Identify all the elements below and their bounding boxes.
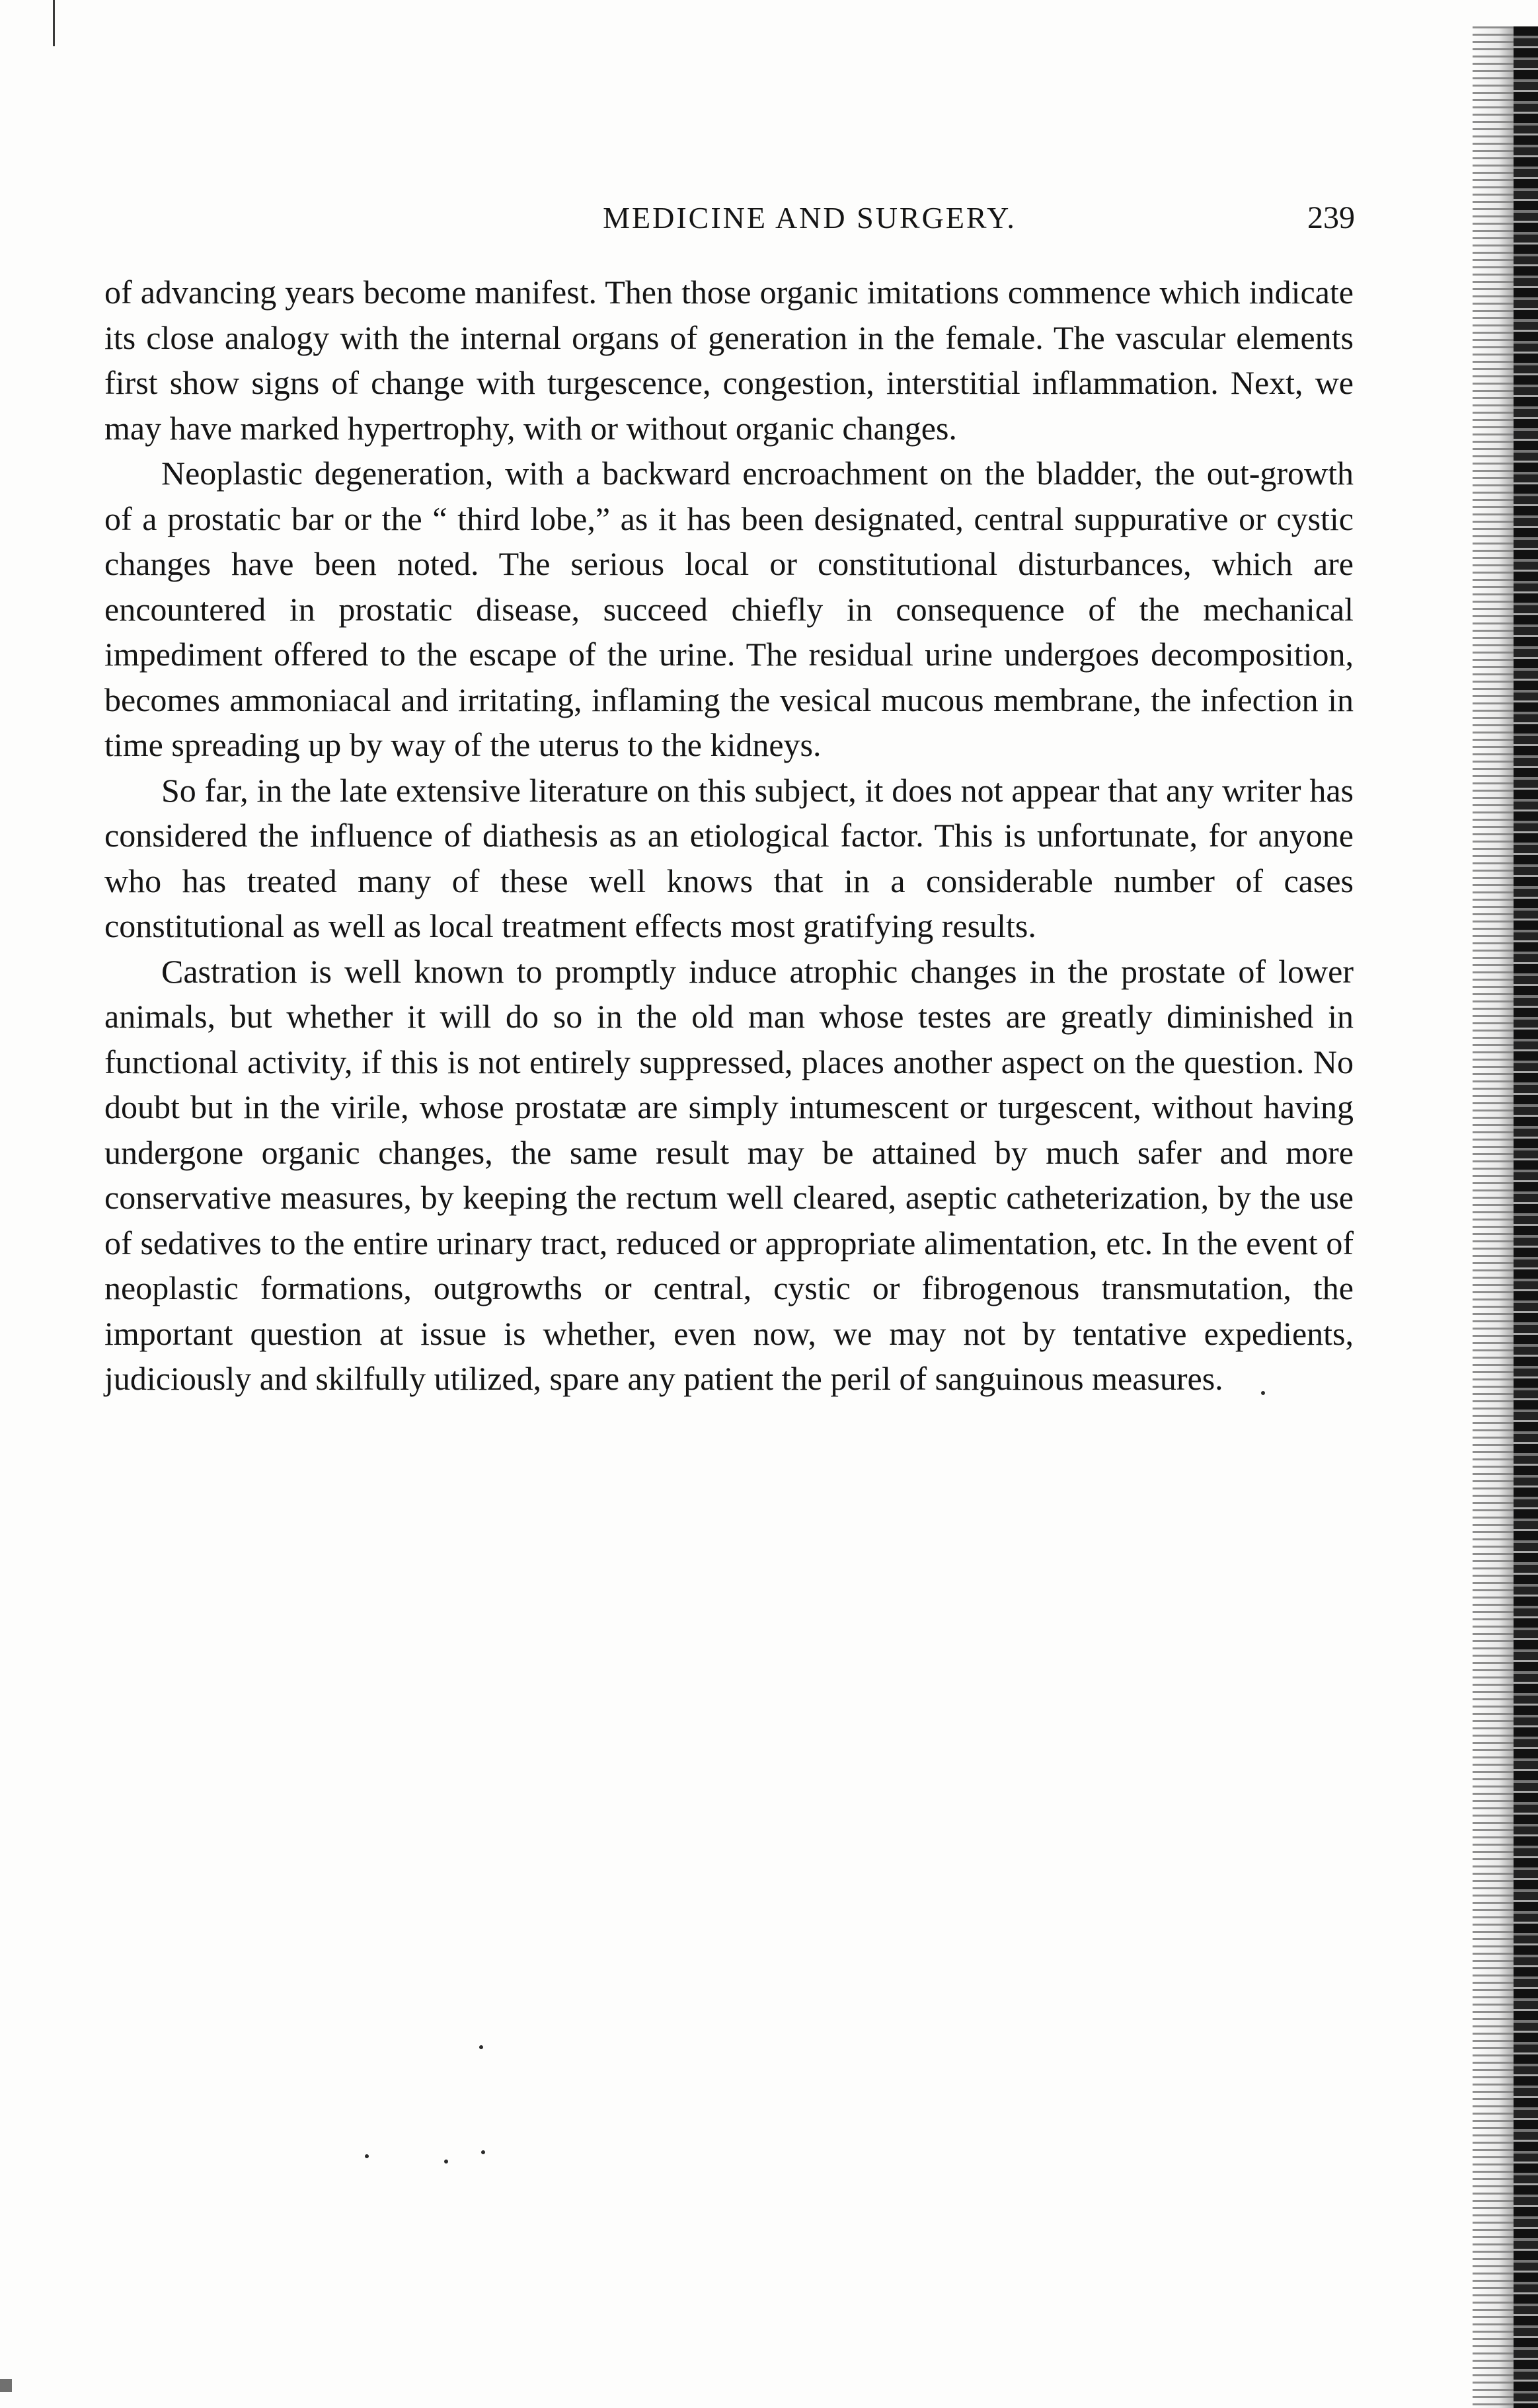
paragraph-1: of advancing years become manifest. Then those organic imitations commence which indicate its close analogy with the internal organs of generation in the female. The vascular elements first show signs of change with turgescence, congestion, interstitial inflammation. Next, we may have marked hypertrophy, with or without organic changes. xyxy=(104,274,1354,447)
scan-speck xyxy=(1261,1391,1265,1395)
paragraph-2: Neoplastic degeneration, with a backward encroachment on the bladder, the out-growth of a prostatic bar or the “ third lobe,” as it has been designated, central suppurative or cystic changes have been noted. The serious local or constitutional disturbances, which are encountered in prostatic disease, succeed chiefly in consequence of the mechanical impediment offered to the escape of the urine. The residual urine undergoes decomposition, becomes ammoniacal and irritating, inflaming the vesical mucous membrane, the infection in time spreading up by way of the uterus to the kidneys. xyxy=(104,455,1354,763)
scan-speck xyxy=(481,2150,485,2154)
paragraph-4: Castration is well known to promptly induce atrophic changes in the prostate of lower animals, but whether it will do so in the old man whose testes are greatly diminished in functional activity, if this is not entirely suppressed, places another aspect on the question. No doubt but in the virile, whose prostatæ are simply intumescent or turgescent, without having undergone organic changes, the same result may be attained by much safer and more conservative measures, by keeping the rectum well cleared, aseptic catheterization, by the use of sedatives to the entire urinary tract, reduced or appropriate alimentation, etc. In the event of neoplastic formations, outgrowths or central, cystic or fibrogenous transmutation, the important question at issue is whether, even now, we may not by tentative expedients, judiciously and skilfully utilized, spare any patient the peril of sanguinous measures. xyxy=(104,952,1354,1397)
scan-speck xyxy=(365,2154,369,2158)
body-text xyxy=(104,270,1354,1402)
page-edge-binding xyxy=(1514,26,1538,2408)
page-number: 239 xyxy=(1307,200,1355,235)
running-head: MEDICINE AND SURGERY. xyxy=(603,201,1017,235)
paragraph-3: So far, in the late extensive literature on this subject, it does not appear that any writer has considered the influence of diathesis as an etiological factor. This is unfortunate, for anyone who has treated many of these well knows that in a considerable number of cases constitutional as well as local treatment effects most gratifying results. xyxy=(104,771,1354,944)
scan-speck xyxy=(479,2045,483,2049)
scan-edge-mark xyxy=(53,0,55,46)
scan-corner-mark xyxy=(0,2379,12,2392)
scan-speck xyxy=(444,2160,448,2163)
